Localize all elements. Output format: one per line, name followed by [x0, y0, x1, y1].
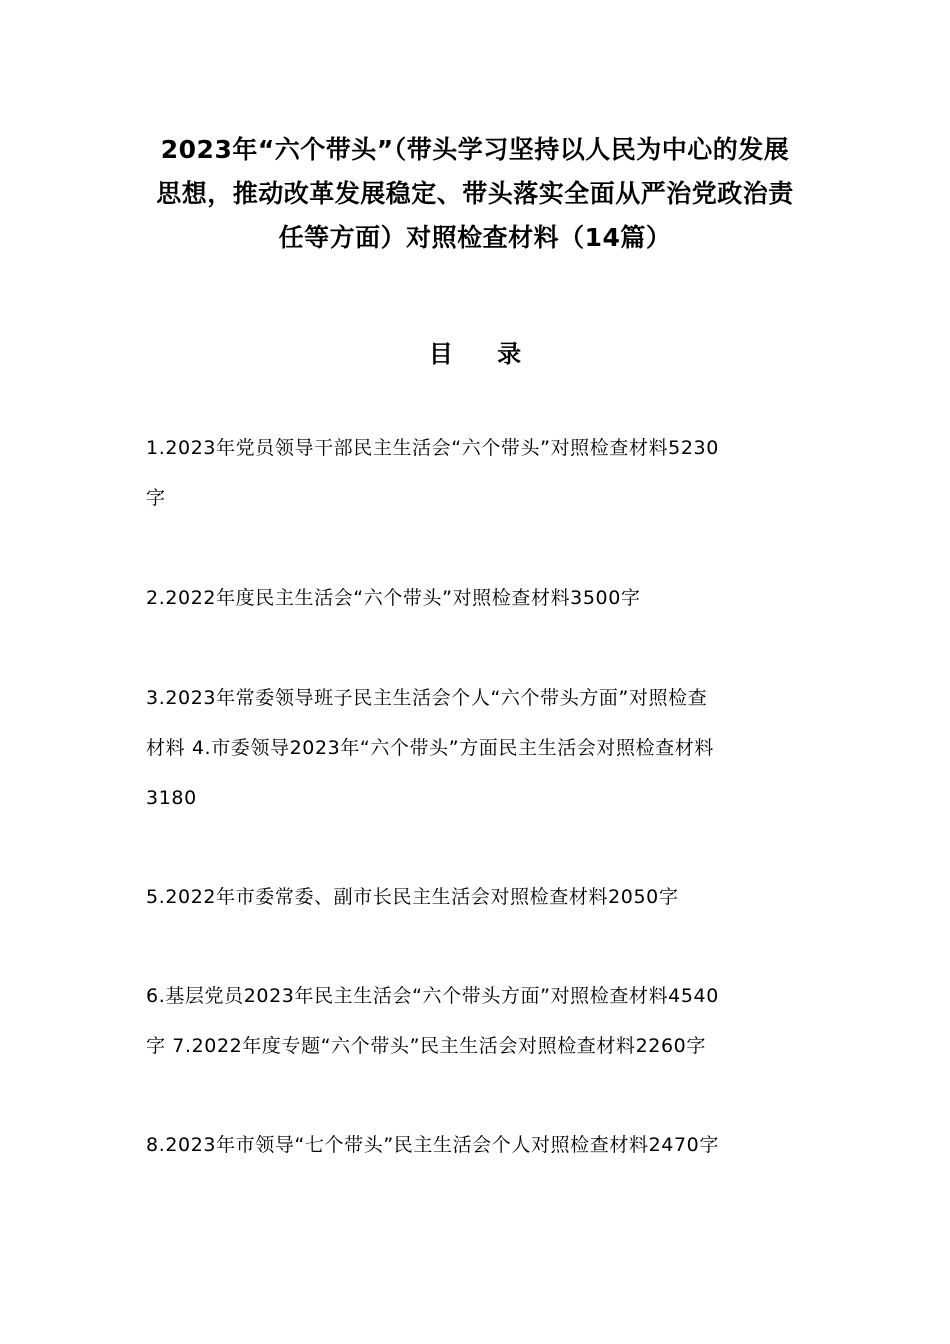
toc-entry-2: [146, 573, 816, 623]
toc-entry-line: 字: [146, 487, 166, 509]
toc-entry-line: 字 7.2022年度专题“六个带头”民主生活会对照检查材料2260字: [146, 1035, 706, 1057]
toc-entry-line: 2.2022年度民主生活会“六个带头”对照检查材料3500字: [146, 587, 641, 609]
toc-entry-line: 3180: [146, 787, 197, 809]
title-line: 任等方面）对照检查材料（14篇）: [278, 223, 672, 252]
toc-entry-8: [146, 1120, 816, 1170]
title-line: 2023年“六个带头”（带头学习坚持以人民为中心的发展: [160, 135, 790, 164]
toc-entry-3: [146, 673, 816, 823]
title-line: 思想，推动改革发展稳定、带头落实全面从严治党政治责: [156, 179, 794, 208]
toc-entry-line: 1.2023年党员领导干部民主生活会“六个带头”对照检查材料5230: [146, 437, 719, 459]
document-title: [146, 128, 804, 260]
toc-entry-5: [146, 872, 816, 922]
toc-entry-line: 8.2023年市领导“七个带头”民主生活会个人对照检查材料2470字: [146, 1134, 719, 1156]
toc-entry-line: 3.2023年常委领导班子民主生活会个人“六个带头方面”对照检查: [146, 687, 708, 709]
toc-entry-6: [146, 971, 816, 1071]
toc-entry-line: 5.2022年市委常委、副市长民主生活会对照检查材料2050字: [146, 886, 679, 908]
toc-entry-1: [146, 423, 816, 523]
toc-entry-line: 材料 4.市委领导2023年“六个带头”方面民主生活会对照检查材料: [146, 737, 715, 759]
toc-heading: 目 录: [428, 340, 540, 368]
toc-entry-line: 6.基层党员2023年民主生活会“六个带头方面”对照检查材料4540: [146, 985, 719, 1007]
